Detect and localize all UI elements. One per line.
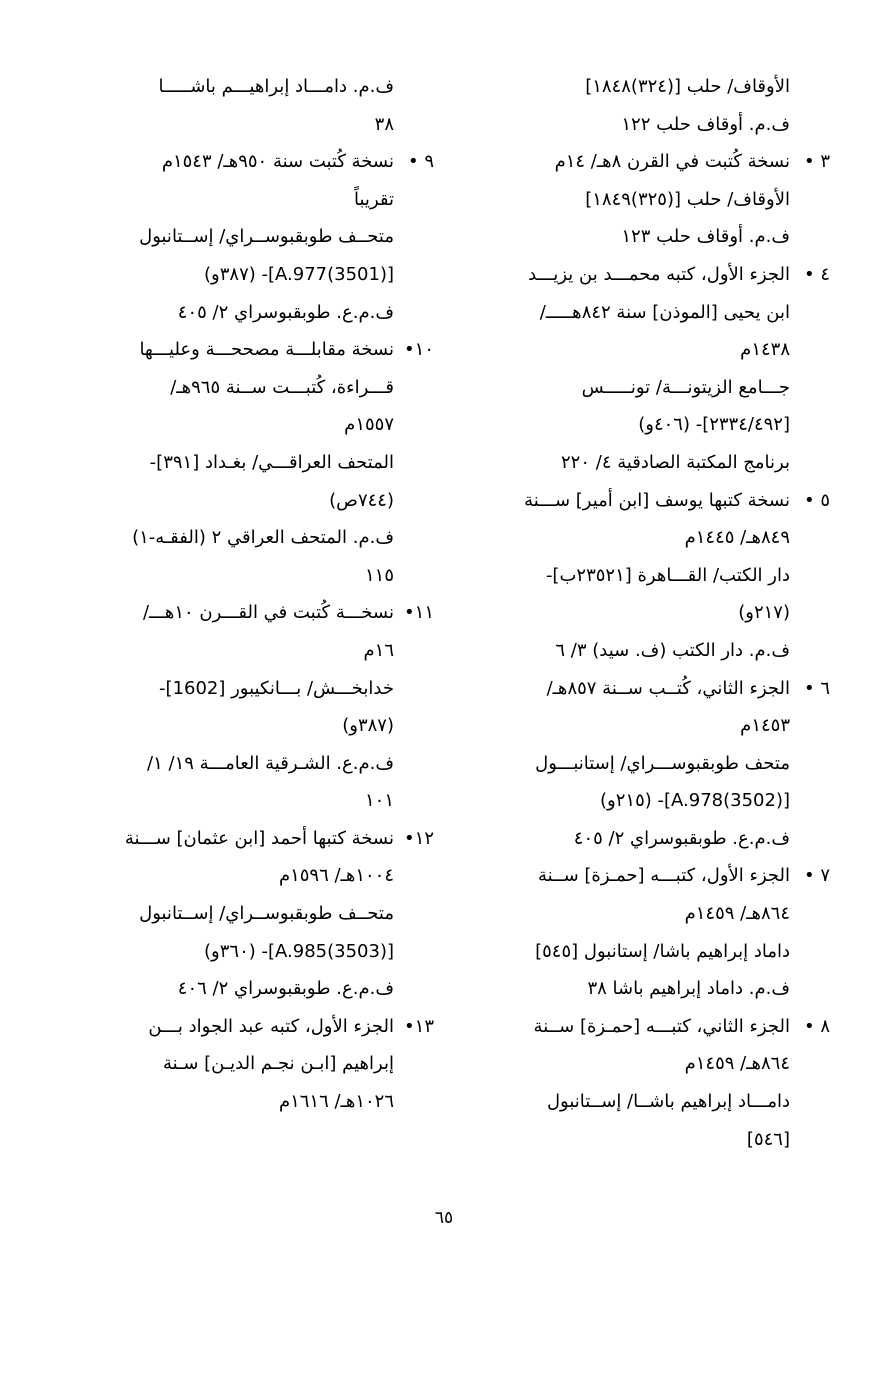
- entry-number: ١٠•: [404, 339, 434, 361]
- entry-number: ١٣•: [404, 1015, 434, 1037]
- entry-line: [462, 820, 830, 858]
- entry-line: [88, 707, 434, 745]
- entry-text: (٣٨٧و): [342, 715, 394, 737]
- entry-text: دامـــاد إبراهيم باشــا/ إســتانبول: [546, 1091, 790, 1113]
- entry-number: ٤ •: [803, 263, 830, 285]
- entry-text: ٨٦٤هـ/ ١٤٥٩م: [684, 903, 790, 925]
- entry-text: نسخة كُتبت في القرن ٨هـ/ ١٤م: [554, 151, 790, 173]
- entry-line: [462, 1045, 830, 1083]
- entry-line: [462, 970, 830, 1008]
- entry-line: [88, 895, 434, 933]
- entry-line: [88, 406, 434, 444]
- entry-text: ف.م. دار الكتب (ف. سيد) ٣/ ٦: [555, 639, 790, 661]
- entry-line: [462, 782, 830, 820]
- entry-line: [462, 1121, 830, 1159]
- entry-first-line: [462, 857, 830, 895]
- entry-line: [462, 594, 830, 632]
- entry-text: جـــامع الزيتونـــة/ تونـــــس: [581, 376, 790, 398]
- entry-text: المتحف العراقـــي/ بغـداد [٣٩١]-: [149, 451, 394, 473]
- entry-line: [88, 745, 434, 783]
- entry-line: [462, 895, 830, 933]
- entry-text: قـــراءة، كُتبـــت ســنة ٩٦٥هـ/: [170, 376, 394, 398]
- entry-line: [462, 519, 830, 557]
- entry-text: [A.977(3501)]- (٣٨٧و): [204, 263, 394, 285]
- entry-text: برنامج المكتبة الصادقية ٤/ ٢٢٠: [561, 451, 790, 473]
- entry-text: ٣٨: [374, 113, 394, 135]
- entry-text: تقريباً: [354, 188, 394, 210]
- entry-text: الجزء الأول، كتبه عبد الجواد بـــن: [148, 1015, 394, 1037]
- entry-line: [88, 369, 434, 407]
- entry-line: [462, 68, 830, 106]
- entry-text: ١٠٠٤هـ/ ١٥٩٦م: [278, 865, 394, 887]
- entry-number: ١٢•: [404, 827, 434, 849]
- entry-line: [462, 933, 830, 971]
- left-column: [88, 68, 434, 1121]
- entry-text: نسخـــة كُتبت في القـــرن ١٠هـــ/: [142, 602, 394, 624]
- entry-line: [88, 68, 434, 106]
- entry-text: داماد إبراهيم باشا/ إستانبول [٥٤٥]: [535, 940, 790, 962]
- entry-text: ٨٤٩هـ/ ١٤٤٥م: [684, 527, 790, 549]
- entry-text: ف.م.ع. طوبقبوسراي ٢/ ٤٠٥: [177, 301, 394, 323]
- entry-text: (٧٤٤ص): [329, 489, 394, 511]
- entry-number: ٧ •: [803, 865, 830, 887]
- entry-text: دار الكتب/ القـــاهرة [٢٣٥٢١ب]-: [545, 564, 790, 586]
- entry-text: الأوقاف/ حلب [(٣٢٥)١٨٤٩]: [585, 188, 790, 210]
- entry-text: ف.م. أوقاف حلب ١٢٣: [621, 226, 790, 248]
- entry-number: ١١•: [404, 602, 434, 624]
- entry-line: [88, 294, 434, 332]
- entry-first-line: [88, 331, 434, 369]
- entry-text: الجزء الثاني، كتبـــه [حمـزة] ســنة: [533, 1015, 790, 1037]
- entry-line: [88, 106, 434, 144]
- entry-text: [A.978(3502)]- (٢١٥و): [600, 790, 790, 812]
- entry-text: الجزء الأول، كتبه محمـــد بن يزيـــد: [528, 263, 790, 285]
- entry-first-line: [462, 670, 830, 708]
- entry-line: [88, 857, 434, 895]
- entry-line: [88, 218, 434, 256]
- entry-line: [88, 782, 434, 820]
- entry-text: نسخة كتبها أحمد [ابن عثمان] ســـنة: [124, 827, 394, 849]
- entry-text: (٢١٧و): [738, 602, 790, 624]
- entry-text: متحــف طوبقبوســراي/ إســتانبول: [139, 226, 394, 248]
- entry-line: [462, 106, 830, 144]
- entry-text: ١٦م: [363, 639, 394, 661]
- entry-line: [88, 557, 434, 595]
- entry-text: ١٥٥٧م: [344, 414, 394, 436]
- entry-text: ف.م.ع. طوبقبوسراي ٢/ ٤٠٥: [573, 827, 790, 849]
- entry-text: الجزء الثاني، كُتــب ســنة ٨٥٧هـ/: [546, 677, 790, 699]
- entry-first-line: [88, 1008, 434, 1046]
- entry-line: [88, 482, 434, 520]
- entry-first-line: [462, 256, 830, 294]
- entry-line: [462, 294, 830, 332]
- entry-text: ف.م.ع. الشـرقية العامـــة ١٩/ ١/: [147, 752, 394, 774]
- entry-line: [462, 632, 830, 670]
- entry-line: [88, 670, 434, 708]
- entry-text: إبراهيم [ابـن نجـم الديـن] سـنة: [162, 1053, 394, 1075]
- entry-line: [88, 970, 434, 1008]
- entry-number: ٨ •: [803, 1015, 830, 1037]
- entry-line: [88, 632, 434, 670]
- entry-line: [88, 519, 434, 557]
- entry-text: خدابخـــش/ بـــانكيبور [1602]-: [159, 677, 394, 699]
- entry-line: [88, 933, 434, 971]
- entry-line: [88, 181, 434, 219]
- entry-text: الأوقاف/ حلب [(٣٢٤)١٨٤٨]: [585, 76, 790, 97]
- entry-line: [88, 1045, 434, 1083]
- entry-text: ٨٦٤هـ/ ١٤٥٩م: [684, 1053, 790, 1075]
- entry-text: ١٤٥٣م: [740, 715, 790, 737]
- right-column: [462, 68, 830, 1158]
- entry-first-line: [88, 820, 434, 858]
- entry-line: [88, 256, 434, 294]
- entry-line: [462, 557, 830, 595]
- entry-line: [462, 444, 830, 482]
- entry-text: ف.م. أوقاف حلب ١٢٢: [621, 113, 790, 135]
- entry-line: [462, 745, 830, 783]
- entry-text: [٥٤٦]: [746, 1128, 790, 1150]
- entry-first-line: [88, 143, 434, 181]
- entry-text: [A.985(3503)]- (٣٦٠و): [204, 940, 394, 962]
- entry-text: ف.م. داماد إبراهيم باشا ٣٨: [587, 978, 790, 1000]
- entry-first-line: [88, 594, 434, 632]
- entry-line: [462, 218, 830, 256]
- entry-text: نسخة كتبها يوسف [ابن أمير] ســـنة: [524, 489, 790, 511]
- entry-line: [462, 406, 830, 444]
- page-number: ٦٥: [434, 1208, 454, 1228]
- entry-line: [462, 1083, 830, 1121]
- entry-line: [462, 181, 830, 219]
- entry-text: ١٠١: [364, 790, 394, 812]
- entry-text: ف.م. دامـــاد إبراهيـــم باشـــــا: [158, 76, 394, 97]
- entry-text: متحف طوبقبوســـراي/ إستانبـــول: [535, 752, 790, 774]
- entry-line: [462, 707, 830, 745]
- entry-number: ٩ •: [407, 151, 434, 173]
- entry-text: ف.م. المتحف العراقي ٢ (الفقـه-١): [132, 527, 394, 549]
- entry-first-line: [462, 143, 830, 181]
- entry-number: ٦ •: [803, 677, 830, 699]
- entry-text: ف.م.ع. طوبقبوسراي ٢/ ٤٠٦: [177, 978, 394, 1000]
- entry-text: ١٤٣٨م: [740, 339, 790, 361]
- entry-first-line: [462, 1008, 830, 1046]
- entry-text: [٢٣٣٤/٤٩٢]- (٤٠٦و): [638, 414, 790, 436]
- entry-text: متحــف طوبقبوســراي/ إســتانبول: [139, 903, 394, 925]
- entry-line: [462, 369, 830, 407]
- entry-text: نسخة مقابلـــة مصححـــة وعليـــها: [139, 339, 394, 361]
- entry-text: ١١٥: [364, 564, 394, 586]
- entry-line: [88, 1083, 434, 1121]
- entry-number: ٥ •: [803, 489, 830, 511]
- entry-line: [462, 331, 830, 369]
- entry-text: ابن يحيى [الموذن] سنة ٨٤٢هـــــ/: [539, 301, 790, 323]
- entry-line: [88, 444, 434, 482]
- entry-text: الجزء الأول، كتبـــه [حمـزة] ســنة: [537, 865, 790, 887]
- entry-text: نسخة كُتبت سنة ٩٥٠هـ/ ١٥٤٣م: [161, 151, 394, 173]
- entry-number: ٣ •: [803, 151, 830, 173]
- entry-first-line: [462, 482, 830, 520]
- entry-text: ١٠٢٦هـ/ ١٦١٦م: [278, 1091, 394, 1113]
